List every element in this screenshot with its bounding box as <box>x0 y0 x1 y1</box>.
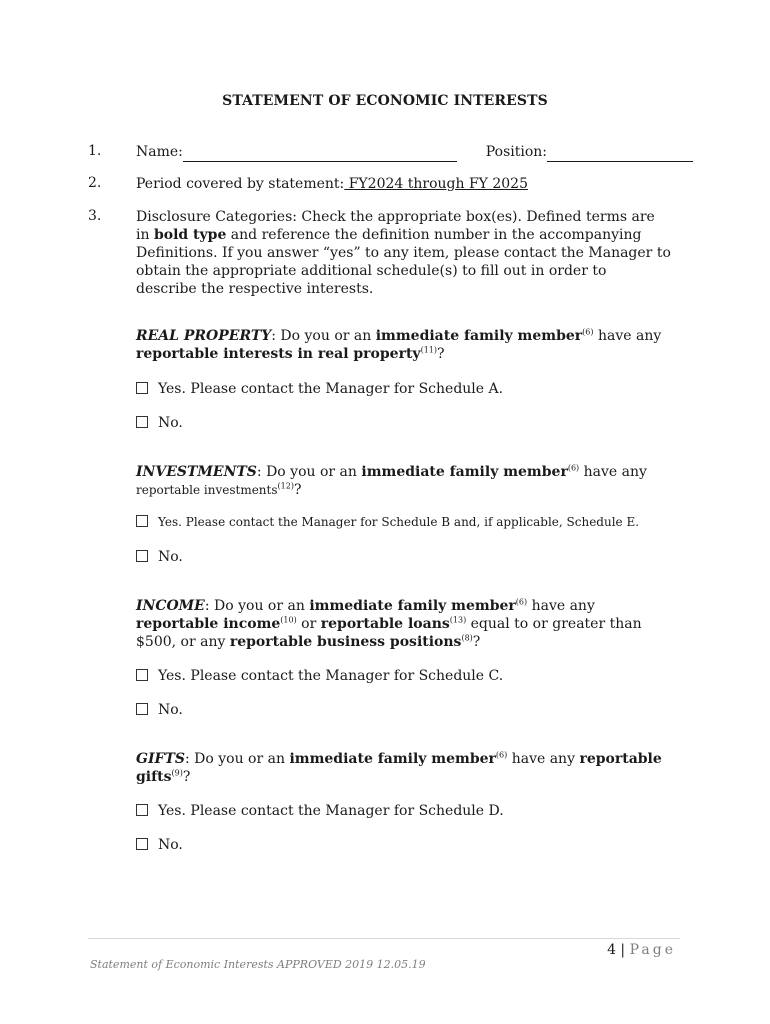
page-title: STATEMENT OF ECONOMIC INTERESTS <box>222 93 548 109</box>
period-value: FY2024 through FY 2025 <box>344 176 528 192</box>
checkbox[interactable] <box>136 382 148 394</box>
name-field[interactable] <box>183 143 457 162</box>
option-label: No. <box>158 837 183 853</box>
period-row <box>136 175 528 193</box>
question-text: have any <box>579 464 647 480</box>
definition-ref: (6) <box>495 750 508 760</box>
item-2-number: 2. <box>88 175 102 191</box>
definition-ref: (9) <box>171 768 183 778</box>
real-property-heading: REAL PROPERTY <box>136 328 272 344</box>
footer-document-label: Statement of Economic Interests APPROVED 2019 12.05.19 <box>90 958 426 971</box>
term-real-property: reportable interests in real property <box>136 346 421 362</box>
income-heading: INCOME <box>136 598 205 614</box>
definition-ref: (13) <box>449 615 467 625</box>
investments-heading: INVESTMENTS <box>136 464 257 480</box>
question-text: or <box>296 616 321 632</box>
gifts-heading: GIFTS <box>136 751 185 767</box>
income-no-option[interactable] <box>136 701 183 719</box>
instructions-text-cont: and reference the definition number in the accompanying Definitions. If you answer “yes” to any item, please contact the Manager to obtain the appropriate additional schedule(s) to fill out in order to describe the respective interests. <box>136 227 671 297</box>
investments-question <box>136 463 671 499</box>
option-label: No. <box>158 549 183 565</box>
page-separator: | <box>615 942 630 958</box>
investments-yes-option[interactable] <box>136 513 639 531</box>
question-text: : Do you or an <box>184 751 290 767</box>
gifts-yes-option[interactable] <box>136 802 504 820</box>
question-text: : Do you or an <box>271 328 376 344</box>
name-row <box>136 143 696 162</box>
question-mark: ? <box>437 346 445 362</box>
term-reportable-loans: reportable loans <box>320 616 450 632</box>
page-word: Page <box>629 942 676 958</box>
option-label: Yes. Please contact the Manager for Schedule C. <box>158 668 504 684</box>
gifts-no-option[interactable] <box>136 836 183 854</box>
item-1-number: 1. <box>88 143 102 159</box>
position-field[interactable] <box>547 143 693 162</box>
income-yes-option[interactable] <box>136 667 503 685</box>
question-text: have any <box>593 328 662 344</box>
real-property-no-option[interactable] <box>136 414 183 432</box>
question-text: have any <box>527 598 595 614</box>
checkbox[interactable] <box>136 550 148 562</box>
question-text: have any <box>507 751 580 767</box>
option-label: Yes. Please contact the Manager for Schedule B and, if applicable, Schedule E. <box>158 515 640 529</box>
checkbox[interactable] <box>136 416 148 428</box>
instructions-text: Disclosure Categories: Check the appropriate box(es). Defined terms are in <box>136 209 655 243</box>
checkbox[interactable] <box>136 804 148 816</box>
option-label: No. <box>158 702 183 718</box>
definition-ref: (10) <box>280 615 297 625</box>
footer-divider <box>88 938 680 939</box>
checkbox[interactable] <box>136 515 148 527</box>
question-text: : Do you or an <box>256 464 362 480</box>
item-3-number: 3. <box>88 208 102 224</box>
name-label: Name: <box>136 144 183 160</box>
checkbox[interactable] <box>136 703 148 715</box>
definition-ref: (6) <box>582 327 594 337</box>
term-reportable-investments: reportable investments <box>136 483 278 497</box>
position-label: Position: <box>485 144 547 160</box>
checkbox[interactable] <box>136 838 148 850</box>
term-immediate-family-member: immediate family member <box>289 751 496 767</box>
disclosure-instructions <box>136 208 671 298</box>
bold-type-term: bold type <box>153 227 227 243</box>
period-label: Period covered by statement: <box>136 176 345 192</box>
definition-ref: (6) <box>567 463 580 473</box>
term-reportable-business-positions: reportable business positions <box>229 634 462 650</box>
question-text: equal to or greater than $500, or any <box>136 616 642 650</box>
term-immediate-family-member: immediate family member <box>375 328 583 344</box>
question-mark: ? <box>472 634 481 650</box>
term-reportable-gifts: reportable gifts <box>136 751 662 785</box>
page-number-value: 4 <box>607 942 616 958</box>
checkbox[interactable] <box>136 669 148 681</box>
question-text: : Do you or an <box>204 598 310 614</box>
real-property-yes-option[interactable] <box>136 380 503 398</box>
definition-ref: (8) <box>461 633 473 643</box>
option-label: Yes. Please contact the Manager for Schedule A. <box>158 381 504 397</box>
question-mark: ? <box>293 482 302 498</box>
term-reportable-income: reportable income <box>136 616 281 632</box>
page-number <box>607 942 676 958</box>
option-label: Yes. Please contact the Manager for Schedule D. <box>158 803 504 819</box>
definition-ref: (6) <box>515 597 528 607</box>
definition-ref: (11) <box>420 345 437 355</box>
term-immediate-family-member: immediate family member <box>361 464 568 480</box>
income-question <box>136 597 676 651</box>
option-label: No. <box>158 415 183 431</box>
gifts-question <box>136 750 671 786</box>
term-immediate-family-member: immediate family member <box>309 598 516 614</box>
real-property-question <box>136 327 671 363</box>
investments-no-option[interactable] <box>136 548 183 566</box>
definition-ref: (12) <box>277 481 294 491</box>
question-mark: ? <box>182 769 191 785</box>
